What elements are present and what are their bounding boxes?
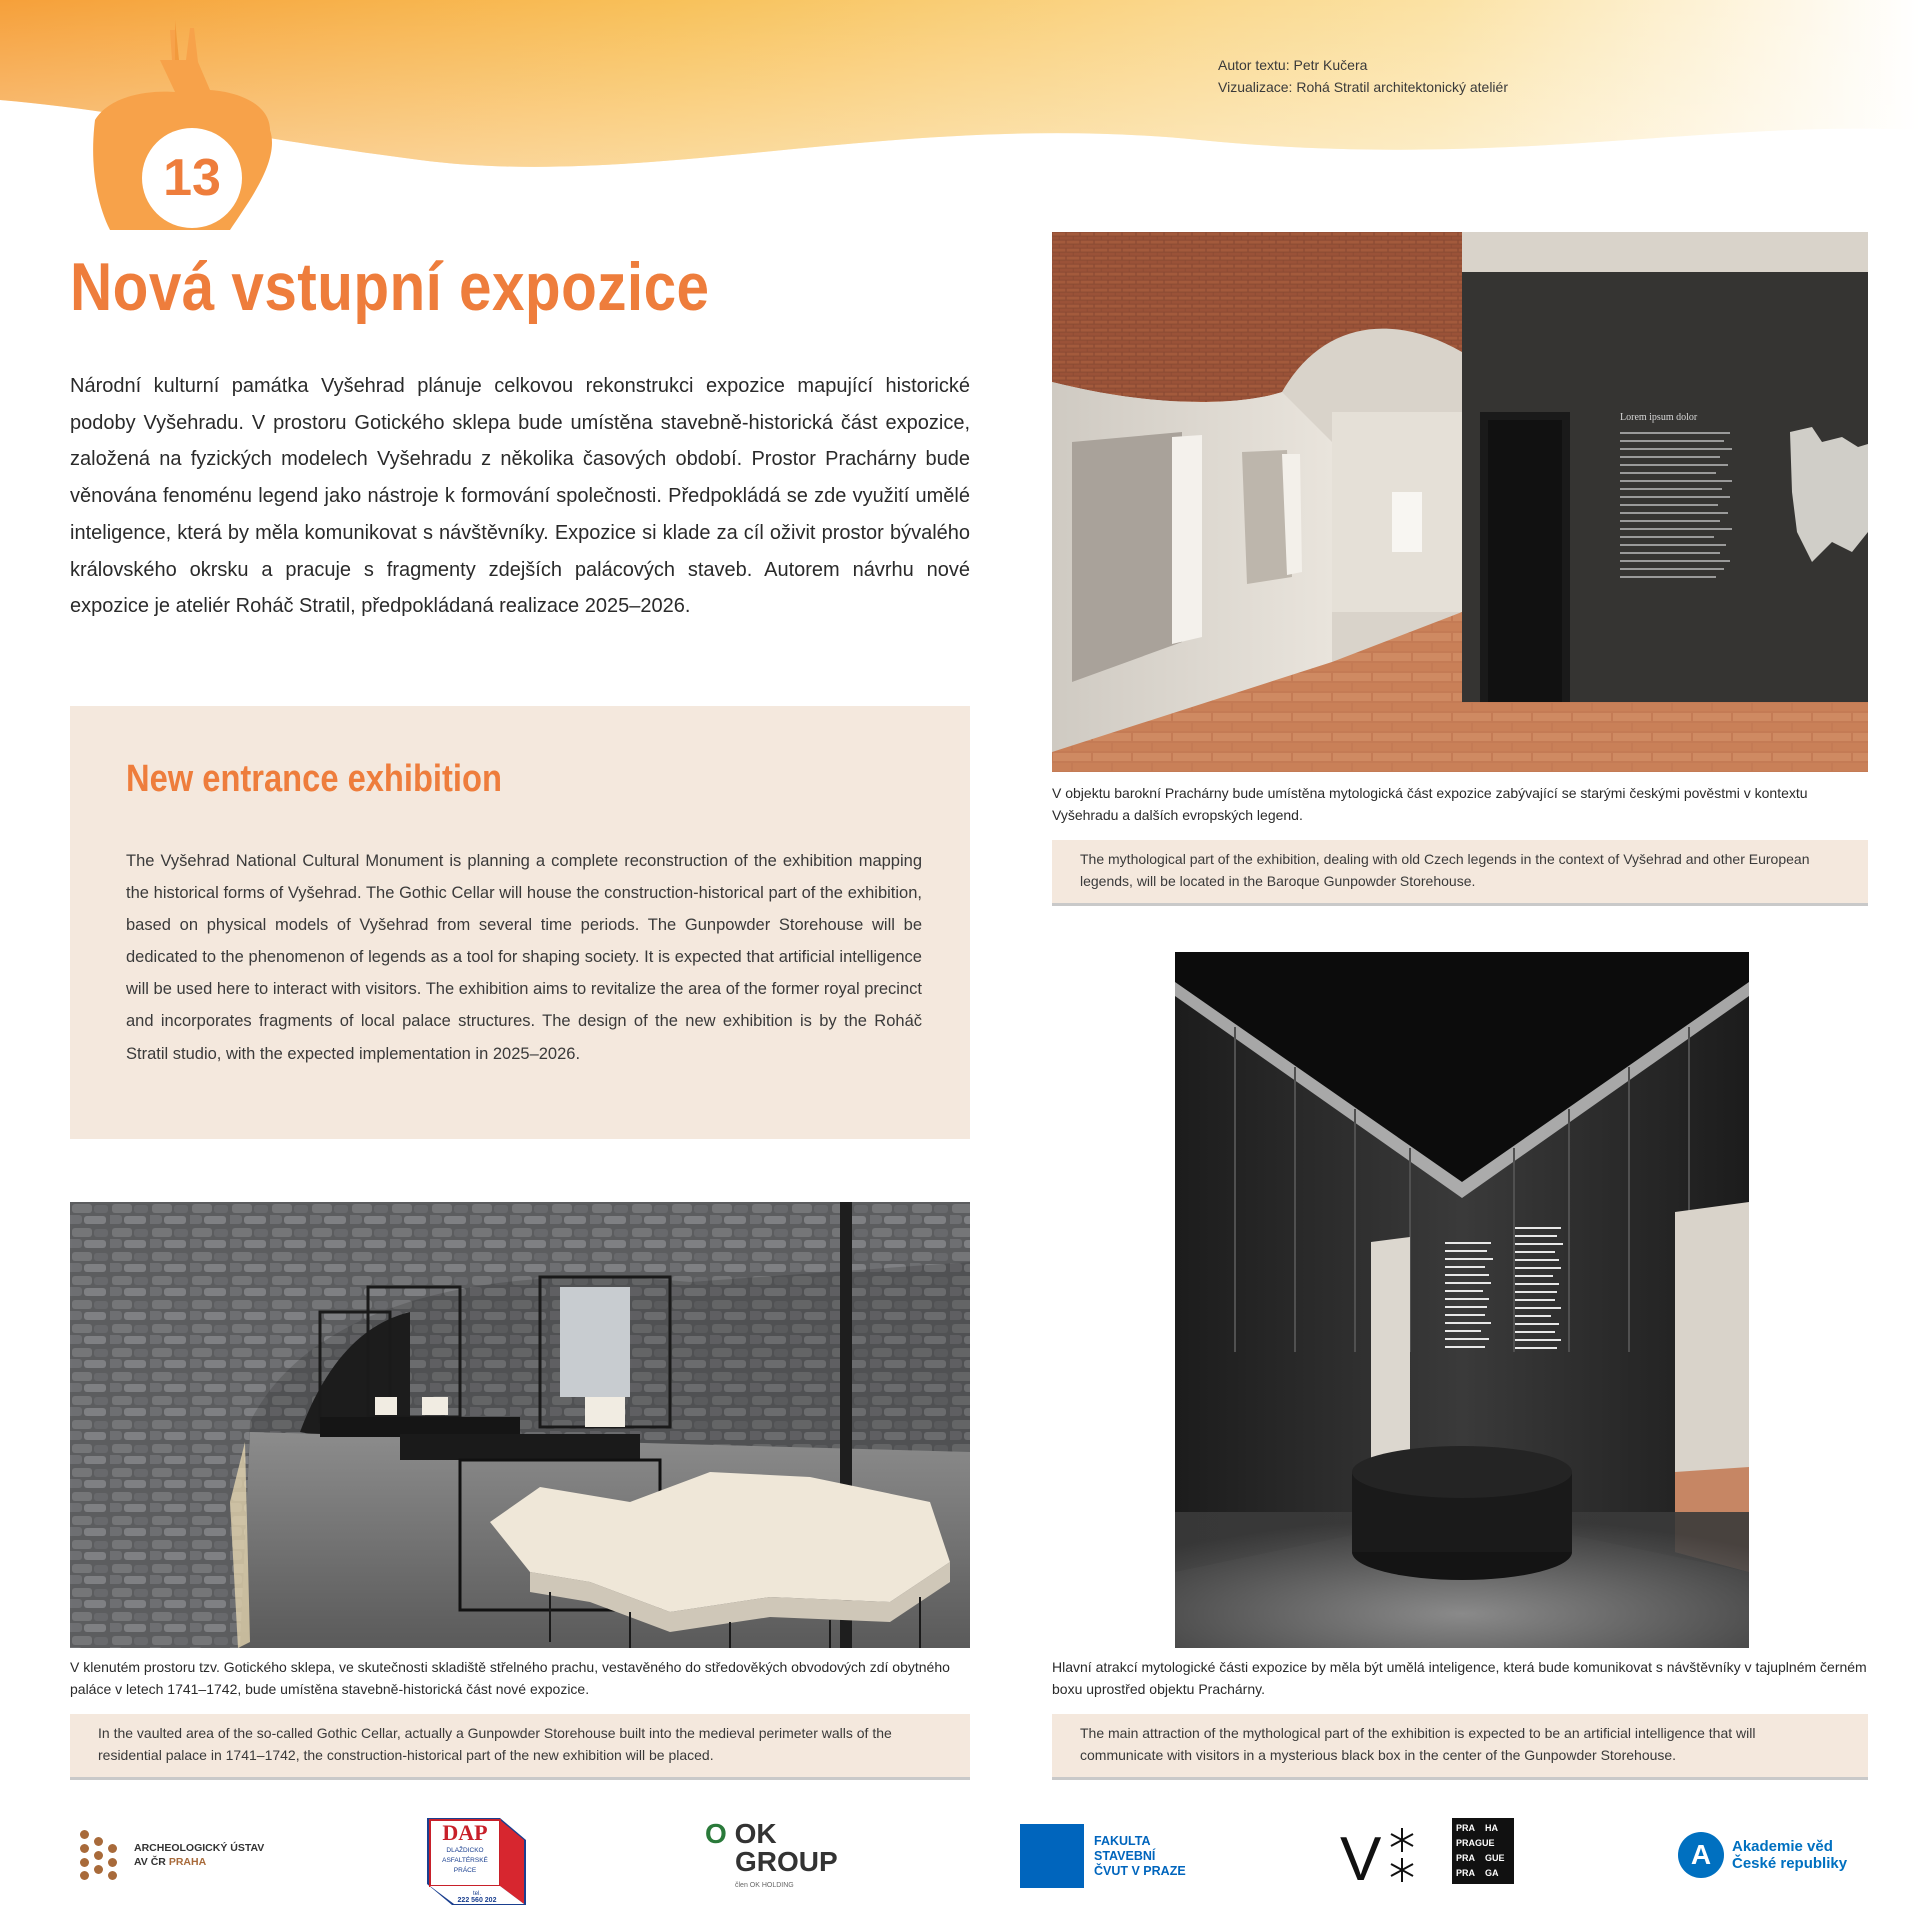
logo-dap xyxy=(422,1810,532,1910)
vs-letter: V xyxy=(1340,1825,1382,1890)
dap-phone: 222 560 202 xyxy=(457,1897,497,1904)
av-line1: Akademie věd xyxy=(1732,1838,1833,1855)
caption-gothic-cellar-cz: V klenutém prostoru tzv. Gotického sklepa, ve skutečnosti skladiště střelného prachu, vestavěného do středověkých obvodových zdí obytného paláce v letech 1741–1742, bude umístěna stavebně-historická část nové expozice. xyxy=(70,1659,950,1697)
archeo-line2b: PRAHA xyxy=(168,1856,207,1868)
english-summary-box xyxy=(70,706,970,1139)
dap-sub2: ASFALTÉRSKÉ xyxy=(442,1857,488,1864)
ok-line1: OK xyxy=(734,1818,777,1849)
logo-academy-of-sciences xyxy=(1678,1832,1847,1878)
credits xyxy=(1218,54,1508,98)
prague-cell: HA xyxy=(1485,1823,1499,1833)
prague-cell: G xyxy=(1485,1883,1493,1893)
header-banner xyxy=(0,0,1920,240)
prague-cell: PRA xyxy=(1456,1823,1476,1833)
visualization-credit: Vizualizace: Rohá Stratil architektonický ateliér xyxy=(1218,79,1508,95)
logo-cvut xyxy=(1020,1824,1186,1888)
prague-cell: GUE xyxy=(1485,1853,1505,1863)
english-text: The Vyšehrad National Cultural Monument is planning a complete reconstruction of the exhibition mapping the historical forms of Vyšehrad. The Gothic Cellar will house the construction-historical part of the exhibition, based on physical models of Vyšehrad from several time periods. The Gunpowder Storehouse will be dedicated to the phenomenon of legends as a tool for shaping society. It is expected that artificial intelligence will be used here to interact with visitors. The exhibition aims to revitalize the area of the former royal precinct and incorporates fragments of local palace structures. The design of the new exhibition is by the Roháč Stratil studio, with the expected implementation in 2025–2026. xyxy=(126,852,922,1063)
logo-vs xyxy=(1340,1820,1420,1890)
prague-cell: PRA xyxy=(1456,1853,1476,1863)
prague-cell: PRAGUE xyxy=(1456,1838,1495,1848)
cvut-line3: ČVUT V PRAZE xyxy=(1094,1863,1186,1878)
archeo-line2a: AV ČR xyxy=(134,1856,169,1868)
page-title: Nová vstupní expozice xyxy=(70,249,710,325)
cvut-line2: STAVEBNÍ xyxy=(1094,1848,1156,1863)
caption-powder-house-cz: V objektu barokní Prachárny bude umístěna mytologická část expozice zabývající se starými českými pověstmi v kontextu Vyšehradu a dalších evropských legend. xyxy=(1052,785,1808,823)
caption-powder-house-en: The mythological part of the exhibition, dealing with old Czech legends in the context of Vyšehrad and other European legends, will be located in the Baroque Gunpowder Storehouse. xyxy=(1052,840,1868,906)
archeo-line1: ARCHEOLOGICKÝ ÚSTAV xyxy=(134,1842,265,1854)
logo-archeological-institute xyxy=(80,1830,264,1880)
wall-text: Lorem ipsum dolor xyxy=(1620,412,1698,423)
dap-name: DAP xyxy=(442,1820,488,1845)
caption-gothic-cellar-en: In the vaulted area of the so-called Gothic Cellar, actually a Gunpowder Storehouse built into the medieval perimeter walls of the residential palace in 1741–1742, the construction-historical part of the new exhibition will be placed. xyxy=(70,1714,970,1780)
prague-cell: PRAG xyxy=(1456,1883,1483,1893)
english-title: New entrance exhibition xyxy=(126,758,502,800)
intro-text-cz: Národní kulturní památka Vyšehrad plánuje celkovou rekonstrukci expozice mapující historické podoby Vyšehradu. V prostoru Gotického sklepa bude umístěna stavebně-historická část expozice, založená na fyzických modelech Vyšehradu z několika časových období. Prostor Prachárny bude věnována fenoménu legend jako nástroje k formování společnosti. Předpokládá se zde využití umělé inteligence, která by měla komunikovat s návštěvníky. Expozice si klade za cíl oživit prostor bývalého královského okrsku a pracuje s fragmenty zdejších palácových staveb. Autorem návrhu nové expozice je ateliér Roháč Stratil, předpokládaná realizace 2025–2026. xyxy=(70,375,970,618)
archeo-dots-icon xyxy=(80,1830,124,1880)
ok-o-icon: O xyxy=(705,1818,727,1849)
partner-logos xyxy=(0,1810,1920,1910)
ok-line2: GROUP xyxy=(735,1846,838,1877)
dap-sub1: DLAŽDICKO xyxy=(446,1847,484,1854)
cvut-line1: FAKULTA xyxy=(1094,1833,1151,1848)
av-a-icon: A xyxy=(1678,1832,1724,1878)
text-author-credit: Autor textu: Petr Kučera xyxy=(1218,57,1368,73)
photo-black-box xyxy=(1175,952,1749,1648)
cvut-lion-icon xyxy=(1020,1824,1084,1888)
header-wave-graphic xyxy=(0,0,1920,240)
prague-cell: GA xyxy=(1485,1868,1499,1878)
dap-tel-label: tel. xyxy=(472,1891,482,1897)
ok-small: člen OK HOLDING xyxy=(735,1882,794,1889)
logo-prague xyxy=(1452,1818,1514,1893)
photo-powder-house xyxy=(1052,232,1868,772)
dap-sub3: PRÁCE xyxy=(453,1867,477,1874)
section-number-badge: 13 xyxy=(142,128,242,228)
prague-cell: PRA xyxy=(1456,1868,1476,1878)
photo-gothic-cellar xyxy=(70,1202,970,1648)
caption-black-box-en: The main attraction of the mythological part of the exhibition is expected to be an artificial intelligence that will communicate with visitors in a mysterious black box in the center of the Gunpowder Storehouse. xyxy=(1052,1714,1868,1780)
caption-black-box-cz: Hlavní atrakcí mytologické části expozice by měla být umělá inteligence, která bude komunikovat s návštěvníky v tajuplném černém boxu uprostřed objektu Prachárny. xyxy=(1052,1659,1867,1697)
av-line2: České republiky xyxy=(1732,1855,1848,1872)
asterisk-icon xyxy=(1391,1828,1413,1882)
logo-ok-group xyxy=(705,1820,838,1889)
